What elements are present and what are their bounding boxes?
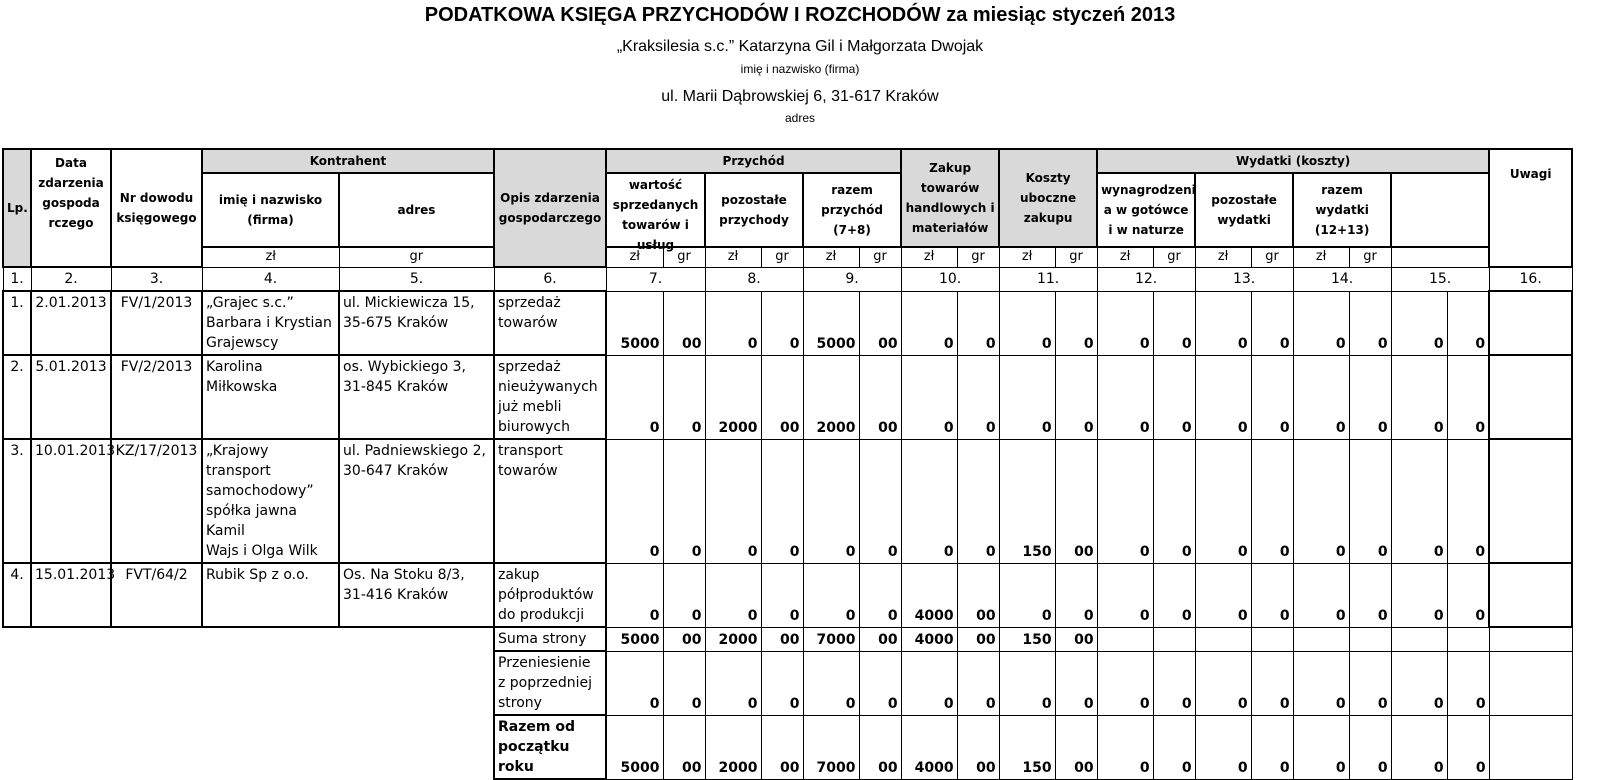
value-cell: 0 [803,651,859,715]
value-cell: 00 [1055,715,1097,779]
row-description-line: nieużywanych [498,379,598,395]
row-contractor-name-line: Barbara i Krystian [206,315,332,331]
value-cell: 2000 [705,627,761,651]
value-cell: 0 [1447,439,1489,563]
col-16-header: Uwagi [1489,149,1572,267]
col-date-label: Data zdarzenia gospoda rczego [38,156,104,230]
unit-zl-col-9: zł [705,247,761,267]
value-cell: 00 [957,563,999,627]
value-cell: 0 [606,651,663,715]
value-cell: 0 [1349,563,1391,627]
index-cell: 4. [202,267,339,291]
value-cell: 0 [1391,355,1447,439]
value-cell: 0 [1055,563,1097,627]
unit-gr-col-15: gr [1349,247,1391,267]
index-cell: 2. [31,267,111,291]
value-cell: 0 [1349,291,1391,355]
row-contractor-name [202,291,339,355]
value-cell: 0 [1349,355,1391,439]
value-cell: 7000 [803,715,859,779]
value-cell: 0 [1153,291,1195,355]
row-remarks [1489,355,1572,439]
value-cell: 0 [999,355,1055,439]
value-cell: 0 [1391,439,1447,563]
unit-zl-col-7: zł [202,247,339,267]
row-date: 15.01.2013 [31,563,111,627]
row-contractor-address [339,355,494,439]
value-cell: 0 [1195,651,1251,715]
index-cell: 6. [494,267,606,291]
value-cell: 00 [663,291,705,355]
value-cell: 0 [1195,291,1251,355]
value-cell: 150 [999,715,1055,779]
col-contractor-address-header: adres [339,173,494,247]
row-description [494,439,606,563]
value-cell: 0 [663,439,705,563]
firm-caption: imię i nazwisko (firma) [740,62,860,76]
row-description-line: sprzedaż [498,295,561,311]
row-lp: 4. [3,563,31,627]
value-cell: 0 [1097,291,1153,355]
summary-label-ytd-line: początku roku [498,739,570,775]
col-contractor-name-header: imię i nazwisko (firma) [202,173,339,247]
row-description-line: biurowych [498,419,570,435]
row-description-line: zakup [498,567,540,583]
col-7-header [606,173,705,252]
value-cell: 0 [1391,563,1447,627]
col-date-header [31,149,111,267]
col-9-header: razem przychód (7+8) [803,173,901,247]
value-cell: 4000 [901,563,957,627]
row-description-line: półproduktów [498,587,594,603]
value-cell: 00 [761,715,803,779]
value-cell: 0 [1097,563,1153,627]
index-cell: 11. [999,267,1097,291]
value-cell: 2000 [705,715,761,779]
value-cell: 0 [1055,291,1097,355]
unit-gr-col-7: gr [339,247,494,267]
value-cell: 0 [663,355,705,439]
value-cell: 00 [761,627,803,651]
unit-zl-col-11: zł [901,247,957,267]
summary-row-carried [3,651,1572,715]
row-description-line: towarów [498,463,558,479]
row-contractor-name-line: Wajs i Olga Wilk [206,543,318,559]
col-lp-header: Lp. [3,149,31,267]
value-cell: 0 [1195,355,1251,439]
row-contractor-address-line: 30-647 Kraków [343,463,449,479]
row-description-line: do produkcji [498,607,585,623]
summary-remarks [1489,715,1572,779]
value-cell: 0 [1251,355,1293,439]
value-cell: 0 [1153,355,1195,439]
value-cell: 0 [859,563,901,627]
value-cell [1195,627,1251,651]
value-cell: 0 [901,355,957,439]
unit-gr-col-12: gr [1055,247,1097,267]
summary-row-ytd [3,715,1572,779]
row-doc-number: FV/1/2013 [111,291,202,355]
value-cell: 00 [663,627,705,651]
value-cell [1097,627,1153,651]
row-contractor-name-line: spółka jawna Kamil [206,503,297,539]
value-cell: 7000 [803,627,859,651]
value-cell: 4000 [901,715,957,779]
value-cell: 0 [1293,715,1349,779]
unit-zl-col-13: zł [1097,247,1153,267]
value-cell: 0 [1391,651,1447,715]
value-cell [1447,627,1489,651]
value-cell: 0 [803,563,859,627]
value-cell: 5000 [606,627,663,651]
value-cell: 0 [1293,439,1349,563]
unit-zl-col-8: zł [606,247,663,267]
value-cell: 0 [1447,715,1489,779]
value-cell: 0 [1097,715,1153,779]
unit-zl-col-14: zł [1195,247,1251,267]
row-description-line: już mebli [498,399,562,415]
row-contractor-name [202,439,339,563]
value-cell: 0 [1447,355,1489,439]
value-cell: 0 [1391,715,1447,779]
row-contractor-address-line: ul. Padniewskiego 2, [343,443,486,459]
table-row [3,563,1572,627]
value-cell: 00 [859,627,901,651]
value-cell: 0 [1055,355,1097,439]
unit-gr-col-9: gr [761,247,803,267]
unit-gr-col-11: gr [957,247,999,267]
value-cell: 0 [705,563,761,627]
value-cell: 0 [1293,651,1349,715]
value-cell: 0 [761,651,803,715]
row-description-line: transport [498,443,563,459]
row-contractor-name-line: „Grajec s.c.” [206,295,294,311]
col-13-header: pozostałe wydatki [1195,173,1293,247]
value-cell: 00 [859,715,901,779]
col-15-header [1391,173,1489,247]
col-7-label: wartość sprzedanych towarów i usług [612,178,699,252]
row-contractor-name-line: samochodowy” [206,483,314,499]
row-contractor-name-line: „Krajowy transport [206,443,271,479]
value-cell: 0 [1251,651,1293,715]
table-row [3,439,1572,563]
index-cell: 8. [705,267,803,291]
value-cell: 0 [957,291,999,355]
value-cell: 0 [1153,651,1195,715]
firm-address: ul. Marii Dąbrowskiej 6, 31-617 Kraków [661,88,939,105]
income-group-header: Przychód [606,149,901,173]
value-cell: 0 [705,651,761,715]
value-cell: 0 [999,291,1055,355]
value-cell [1349,627,1391,651]
value-cell: 0 [1293,355,1349,439]
summary-label-carried [494,651,606,715]
table-row [3,291,1572,355]
row-contractor-address-line: ul. Mickiewicza 15, [343,295,475,311]
value-cell: 00 [957,627,999,651]
summary-spacer [3,715,494,779]
row-remarks [1489,291,1572,355]
row-contractor-name-line: Rubik Sp z o.o. [206,567,309,583]
value-cell: 0 [957,651,999,715]
value-cell: 5000 [606,291,663,355]
unit-gr-col-14: gr [1251,247,1293,267]
summary-label-carried-line: strony [498,695,542,711]
col-12-header: wynagrodzeni a w gotówce i w naturze [1097,173,1195,247]
value-cell: 0 [957,439,999,563]
row-contractor-name [202,355,339,439]
value-cell: 150 [999,439,1055,563]
value-cell: 00 [859,355,901,439]
row-contractor-address-line: 35-675 Kraków [343,315,449,331]
value-cell: 0 [1251,439,1293,563]
value-cell [1391,627,1447,651]
value-cell: 0 [901,439,957,563]
value-cell: 0 [1097,439,1153,563]
value-cell: 0 [1195,439,1251,563]
value-cell: 0 [1251,715,1293,779]
value-cell: 0 [1293,291,1349,355]
row-contractor-name-line: Grajewscy [206,335,279,351]
value-cell: 0 [1447,651,1489,715]
value-cell: 0 [1153,439,1195,563]
col-10-header: Zakup towarów handlowych i materiałów [901,149,999,247]
row-contractor-address-line: 31-416 Kraków [343,587,449,603]
summary-remarks [1489,627,1572,651]
value-cell: 00 [761,355,803,439]
row-contractor-address-line: os. Wybickiego 3, [343,359,466,375]
index-cell: 15. [1391,267,1489,291]
value-cell: 0 [663,563,705,627]
summary-label-ytd [494,715,606,779]
page-title: PODATKOWA KSIĘGA PRZYCHODÓW I ROZCHODÓW za miesiąc styczeń 2013 [424,4,1176,26]
value-cell: 00 [957,715,999,779]
index-cell: 13. [1195,267,1293,291]
index-cell: 9. [803,267,901,291]
value-cell: 0 [803,439,859,563]
row-date: 2.01.2013 [31,291,111,355]
value-cell: 00 [1055,439,1097,563]
value-cell: 0 [901,651,957,715]
row-contractor-name [202,563,339,627]
value-cell: 0 [1195,563,1251,627]
col-8-header: pozostałe przychody [705,173,803,247]
col-11-header: Koszty uboczne zakupu [999,149,1097,247]
row-date: 10.01.2013 [31,439,111,563]
col-doc-header: Nr dowodu księgowego [111,149,202,267]
row-description [494,291,606,355]
summary-label-carried-line: z poprzedniej [498,675,593,691]
summary-spacer [3,627,494,651]
row-contractor-address [339,291,494,355]
row-description [494,563,606,627]
row-doc-number: KZ/17/2013 [111,439,202,563]
value-cell: 0 [1293,563,1349,627]
value-cell: 5000 [803,291,859,355]
row-lp: 1. [3,291,31,355]
row-contractor-address-line: 31-845 Kraków [343,379,449,395]
index-cell: 5. [339,267,494,291]
value-cell: 4000 [901,627,957,651]
value-cell: 0 [606,563,663,627]
summary-label-ytd-line: Razem od [498,719,575,735]
index-cell: 7. [606,267,705,291]
value-cell: 0 [1349,439,1391,563]
value-cell: 0 [1349,651,1391,715]
value-cell: 0 [705,439,761,563]
value-cell: 0 [761,439,803,563]
row-contractor-address [339,563,494,627]
value-cell: 00 [663,715,705,779]
row-doc-number: FV/2/2013 [111,355,202,439]
firm-name: „Kraksilesia s.c.” Katarzyna Gil i Małgorzata Dwojak [616,38,984,55]
value-cell: 0 [705,291,761,355]
value-cell: 2000 [803,355,859,439]
value-cell [1293,627,1349,651]
index-cell: 14. [1293,267,1391,291]
value-cell: 0 [859,651,901,715]
value-cell: 0 [957,355,999,439]
value-cell: 0 [606,355,663,439]
row-lp: 3. [3,439,31,563]
value-cell: 0 [1349,715,1391,779]
value-cell: 0 [999,651,1055,715]
table-row [3,355,1572,439]
summary-label-carried-line: Przeniesienie [498,655,591,671]
row-contractor-name-line: Karolina Miłkowska [206,359,278,395]
expenses-group-header: Wydatki (koszty) [1097,149,1489,173]
value-cell: 0 [1447,291,1489,355]
row-lp: 2. [3,355,31,439]
row-doc-number: FVT/64/2 [111,563,202,627]
summary-label-page_sum: Suma strony [494,627,606,651]
value-cell: 0 [1195,715,1251,779]
value-cell: 0 [1097,355,1153,439]
value-cell: 2000 [705,355,761,439]
value-cell: 0 [761,291,803,355]
row-description [494,355,606,439]
value-cell: 0 [1153,563,1195,627]
value-cell: 0 [859,439,901,563]
value-cell: 0 [606,439,663,563]
summary-remarks [1489,651,1572,715]
row-remarks [1489,439,1572,563]
index-cell: 12. [1097,267,1195,291]
contractor-group-header: Kontrahent [202,149,494,173]
row-description-line: towarów [498,315,558,331]
value-cell: 0 [1251,291,1293,355]
unit-zl-col-10: zł [803,247,859,267]
summary-spacer [3,651,494,715]
row-contractor-address-line: Os. Na Stoku 8/3, [343,567,465,583]
value-cell: 0 [1055,651,1097,715]
row-description-line: sprzedaż [498,359,561,375]
col-date-header-text [35,149,107,230]
value-cell: 0 [901,291,957,355]
value-cell: 0 [1447,563,1489,627]
row-remarks [1489,563,1572,627]
value-cell: 0 [1097,651,1153,715]
value-cell: 0 [761,563,803,627]
col-description-header: Opis zdarzenia gospodarczego [494,149,606,267]
ledger-table [2,148,1573,780]
index-cell: 10. [901,267,999,291]
unit-zl-col-15: zł [1293,247,1349,267]
value-cell [1153,627,1195,651]
index-cell: 1. [3,267,31,291]
index-cell: 16. [1489,267,1572,291]
value-cell [1251,627,1293,651]
value-cell: 0 [1153,715,1195,779]
value-cell: 0 [999,563,1055,627]
index-cell: 3. [111,267,202,291]
unit-gr-col-8: gr [663,247,705,267]
value-cell: 5000 [606,715,663,779]
row-date: 5.01.2013 [31,355,111,439]
col-7-header-text [610,175,701,252]
unit-gr-col-10: gr [859,247,901,267]
summary-row-page_sum [3,627,1572,651]
address-caption: adres [784,111,816,125]
value-cell: 00 [859,291,901,355]
value-cell: 00 [1055,627,1097,651]
row-contractor-address [339,439,494,563]
unit-zl-col-12: zł [999,247,1055,267]
value-cell: 0 [1251,563,1293,627]
col-14-header: razem wydatki (12+13) [1293,173,1391,247]
unit-gr-col-13: gr [1153,247,1195,267]
value-cell: 150 [999,627,1055,651]
value-cell: 0 [663,651,705,715]
value-cell: 0 [1391,291,1447,355]
